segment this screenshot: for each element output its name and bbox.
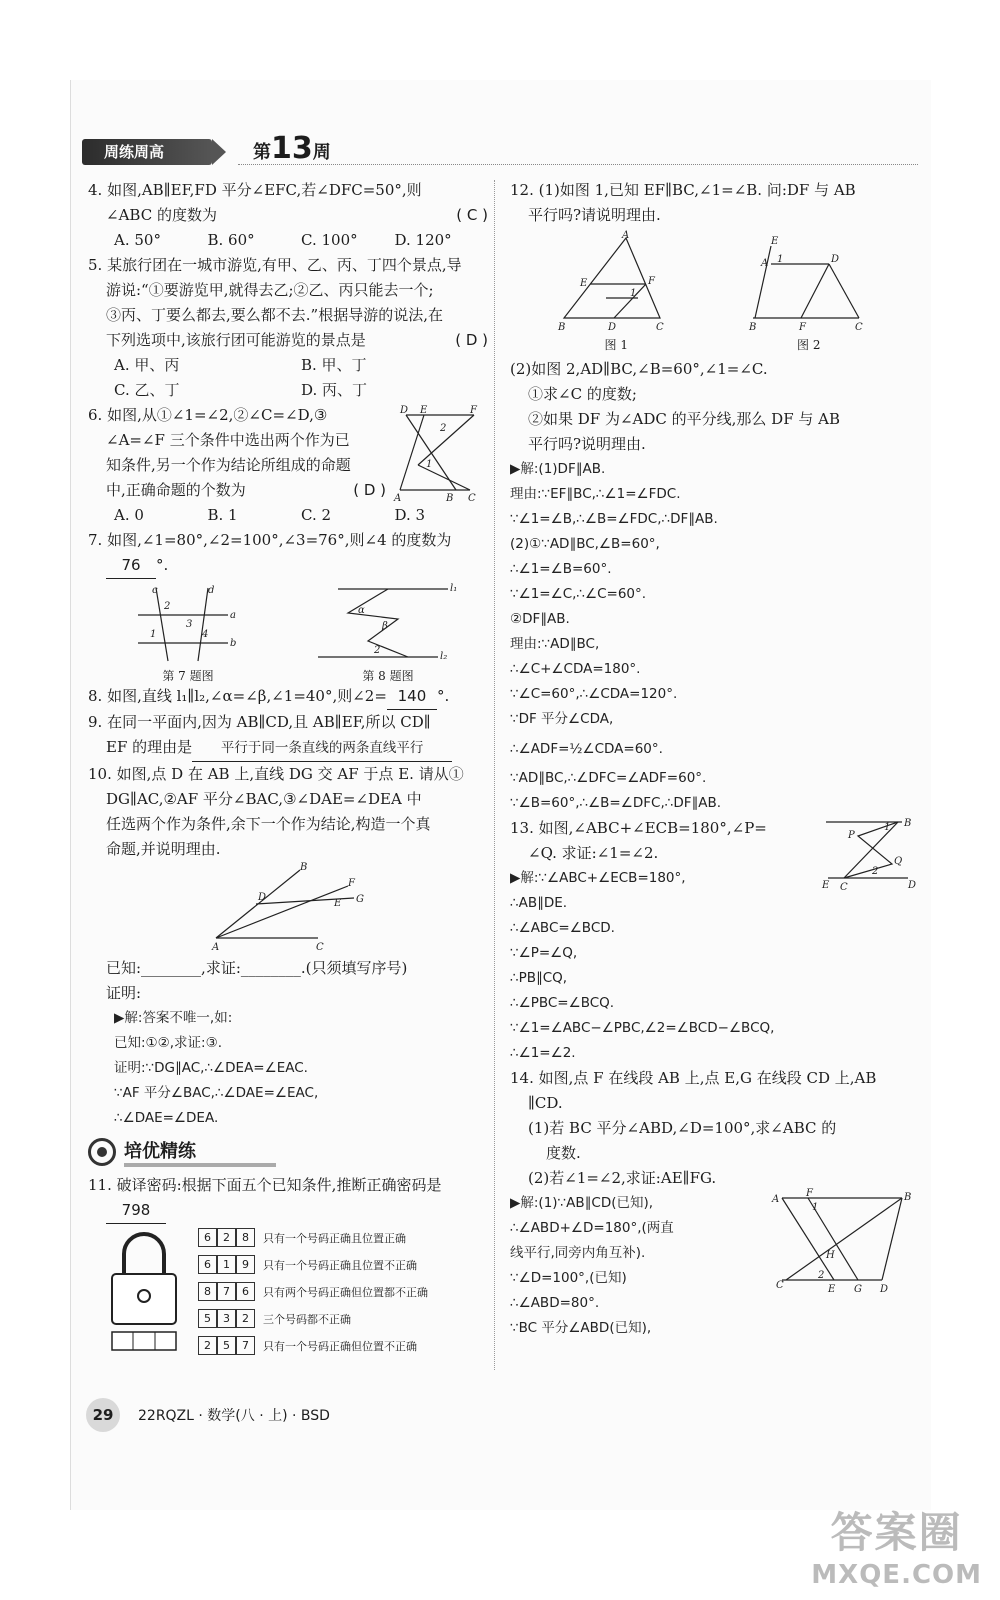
svg-text:d: d (208, 585, 215, 596)
svg-text:2: 2 (374, 645, 381, 656)
svg-text:4: 4 (202, 629, 209, 640)
week-title: 第13周 (253, 131, 331, 166)
svg-text:P: P (848, 830, 855, 841)
question-6: 6. 如图,从①∠1=∠2,②∠C=∠D,③ ∠A=∠F 三个条件中选出两个作为已 知条件,另一个作为结论所组成的命题 中,正确命题的个数为 ( D ) A. 0 B. 1 C. 2 D. 3 D E F A B C 2 1 (88, 403, 488, 528)
figure-12-1: A B D C E F 1 图 1 (558, 230, 664, 352)
svg-text:b: b (230, 638, 237, 649)
svg-text:A: A (760, 258, 768, 269)
svg-text:l₂: l₂ (440, 651, 448, 662)
right-column (510, 178, 915, 1341)
svg-text:F: F (348, 878, 355, 889)
code-row: 6 1 9 只有一个号码正确且位置不正确 (198, 1251, 428, 1278)
question-4: 4. 如图,AB∥EF,FD 平分∠EFC,若∠DFC=50°,则 ∠ABC 的度数为 ( C ) A. 50° B. 60° C. 100° D. 120° (88, 178, 488, 253)
svg-text:1: 1 (884, 822, 891, 833)
page-header (78, 131, 918, 169)
question-9: 9. 在同一平面内,因为 AB∥CD,且 AB∥EF,所以 CD∥ EF 的理由是 平行于同一条直线的两条直线平行 (88, 710, 488, 762)
page-number: 29 (86, 1398, 120, 1432)
svg-text:Q: Q (894, 856, 903, 867)
svg-text:c: c (152, 585, 158, 596)
svg-text:D: D (258, 892, 267, 903)
code-table (198, 1224, 428, 1359)
svg-text:B: B (904, 1192, 912, 1203)
svg-text:B: B (748, 322, 757, 333)
svg-text:3: 3 (186, 619, 193, 630)
svg-text:E: E (580, 278, 588, 289)
svg-text:C: C (316, 942, 324, 953)
left-column (88, 178, 488, 1359)
question-11: 11. 破译密码:根据下面五个已知条件,推断正确密码是 798 6 2 8 只有一个号码正确且位置正确 6 1 9 只有一个号码正确且位置不正确 8 7 6 只有两个号码正确但位置都不正确 5 3 2 三个号码都不正确 2 5 7 只有一个号码正确但位置不正确 (88, 1173, 488, 1359)
svg-text:B: B (446, 493, 454, 504)
svg-text:E: E (420, 405, 428, 416)
svg-text:1: 1 (812, 1202, 819, 1213)
svg-text:D: D (608, 322, 617, 333)
svg-text:1: 1 (426, 459, 433, 470)
svg-text:F: F (806, 1188, 813, 1199)
header-tab: 周练周高 (82, 139, 212, 165)
svg-text:C: C (656, 322, 664, 333)
svg-text:D: D (908, 880, 917, 891)
figure-q10 (208, 862, 378, 952)
svg-text:H: H (826, 1250, 835, 1261)
figure-q14 (772, 1188, 912, 1298)
svg-text:2: 2 (440, 423, 447, 434)
watermark: 答案圈 MXQE.COM (811, 1508, 982, 1590)
question-7: 7. 如图,∠1=80°,∠2=100°,∠3=76°,则∠4 的度数为 76 °. c d a b 2 1 3 4 第 7 题图 l₁ l₂ α β 2 第 8 题图 (88, 531, 458, 683)
svg-text:C: C (468, 493, 476, 504)
svg-text:1: 1 (630, 288, 637, 299)
header-rule (238, 164, 918, 165)
svg-text:A: A (212, 942, 220, 953)
svg-text:A: A (772, 1194, 780, 1205)
code-row: 8 7 6 只有两个号码正确但位置都不正确 (198, 1278, 428, 1305)
svg-text:C: C (854, 322, 863, 333)
question-14: 14. 如图,点 F 在线段 AB 上,点 E,G 在线段 CD 上,AB ∥CD. (1)若 BC 平分∠ABD,∠D=100°,求∠ABC 的 度数. (2)若∠1=∠2,求证:AE∥FG. ▶解:(1)∵AB∥CD(已知), ∴∠ABD+∠D=180°,(两直 线平行,同旁内角互补). ∵∠D=100°,(已知) ∴∠ABD=80°. ∵BC 平分∠ABD(已知), A F B 1 H C E G D 2 (510, 1069, 912, 1336)
figure-12-2: E A 1 D B F C 图 2 (748, 236, 863, 352)
svg-text:l₁: l₁ (450, 583, 458, 594)
svg-text:C: C (840, 882, 848, 893)
svg-text:1: 1 (776, 254, 784, 265)
svg-text:a: a (230, 610, 236, 621)
svg-text:α: α (358, 605, 365, 616)
svg-text:D: D (830, 254, 839, 265)
svg-text:A: A (394, 493, 402, 504)
book-code: 22RQZL · 数学(八 · 上) · BSD (138, 1408, 330, 1424)
question-5: 5. 某旅行团在一城市游览,有甲、乙、丙、丁四个景点,导 游说:“①要游览甲,就得去乙;②乙、丙只能去一个; ③丙、丁要么都去,要么都不去.”根据导游的说法,在 下列选项中,该旅行团可能游览的景点是 ( D ) A. 甲、丙 B. 甲、丁 C. 乙、丁 D. 丙、丁 (88, 256, 488, 399)
question-10: 10. 如图,点 D 在 AB 上,直线 DG 交 AF 于点 E. 请从① DG∥AC,②AF 平分∠BAC,③∠DAE=∠DEA 中 任选两个作为条件,余下一个作为结论,构造一个真 命题,并说明理由. A C B D E F G 已知:________,求证:________.(只须填写序号) 证明: ▶解:答案不唯一,如: 已知:①②,求证:③. 证明:∵DG∥AC,∴∠DEA=∠EAC. ∵AF 平分∠BAC,∴∠DAE=∠EAC, ∴∠DAE=∠DEA. (88, 765, 464, 1126)
svg-text:F: F (470, 405, 477, 416)
column-divider (494, 180, 495, 1370)
figure-q8: l₁ l₂ α β 2 第 8 题图 (318, 583, 458, 684)
figure-q13 (822, 816, 917, 896)
svg-text:2: 2 (164, 601, 171, 612)
figure-q6 (394, 405, 484, 505)
svg-text:B: B (558, 322, 566, 333)
svg-text:F: F (648, 276, 656, 287)
code-row: 2 5 7 只有一个号码正确但位置不正确 (198, 1332, 428, 1359)
svg-text:E: E (828, 1284, 836, 1295)
svg-text:E: E (822, 880, 830, 891)
code-row: 6 2 8 只有一个号码正确且位置正确 (198, 1224, 428, 1251)
padlock-icon (102, 1224, 192, 1354)
code-row: 5 3 2 三个号码都不正确 (198, 1305, 428, 1332)
svg-text:2: 2 (872, 866, 879, 877)
svg-text:B: B (904, 818, 912, 829)
gear-icon (88, 1138, 116, 1166)
question-12: 12. (1)如图 1,已知 EF∥BC,∠1=∠B. 问:DF 与 AB 平行吗?请说明理由. A B D C E F 1 图 1 E A 1 D B F C 图 2 (2)如图 2,AD∥BC,∠B=60°,∠1=∠C. ①求∠C 的度数; ②如果 DF 为∠ADC 的平分线,那么 DF 与 AB 平行吗?说明理由. ▶解:(1)DF∥AB. 理由:∵EF∥BC,∴∠1=∠FDC. ∵∠1=∠B,∴∠B=∠FDC,∴DF∥AB. (2)①∵AD∥BC,∠B=60°, ∴∠1=∠B=60°. ∵∠1=∠C,∴∠C=60°. ②DF∥AB. 理由:∵AD∥BC, ∴∠C+∠CDA=180°. ∵∠C=60°,∴∠CDA=120°. ∵DF 平分∠CDA, ∴∠ADF=½∠CDA=60°. ∵AD∥BC,∴∠DFC=∠ADF=60°. ∵∠B=60°,∴∠B=∠DFC,∴DF∥AB. (510, 178, 915, 816)
svg-text:2: 2 (818, 1270, 825, 1281)
svg-text:B: B (300, 862, 308, 873)
section-title: 培优精练 (88, 1137, 488, 1167)
svg-text:G: G (356, 894, 364, 905)
page-footer (86, 1400, 330, 1430)
options: A. 50° B. 60° C. 100° D. 120° (114, 231, 452, 249)
svg-text:β: β (382, 621, 388, 632)
svg-text:G: G (854, 1284, 862, 1295)
svg-text:A: A (622, 230, 630, 241)
svg-text:F: F (798, 322, 806, 333)
svg-text:1: 1 (150, 629, 157, 640)
question-13: 13. 如图,∠ABC+∠ECB=180°,∠P= ∠Q. 求证:∠1=∠2. ▶解:∵∠ABC+∠ECB=180°, ∴AB∥DE. ∴∠ABC=∠BCD. ∵∠P=∠Q, ∴PB∥CQ, ∴∠PBC=∠BCQ. ∵∠1=∠ABC−∠PBC,∠2=∠BCD−∠BCQ, ∴∠1=∠2. B P Q E C D 1 2 (510, 818, 917, 1061)
question-8: 8. 如图,直线 l₁∥l₂,∠α=∠β,∠1=40°,则∠2= 140 °. (88, 684, 488, 710)
svg-text:D: D (400, 405, 409, 416)
svg-text:C: C (776, 1280, 784, 1291)
svg-text:E: E (770, 236, 779, 247)
figure-q7: c d a b 2 1 3 4 第 7 题图 (150, 585, 237, 683)
svg-text:D: D (880, 1284, 889, 1295)
svg-text:E: E (334, 898, 342, 909)
